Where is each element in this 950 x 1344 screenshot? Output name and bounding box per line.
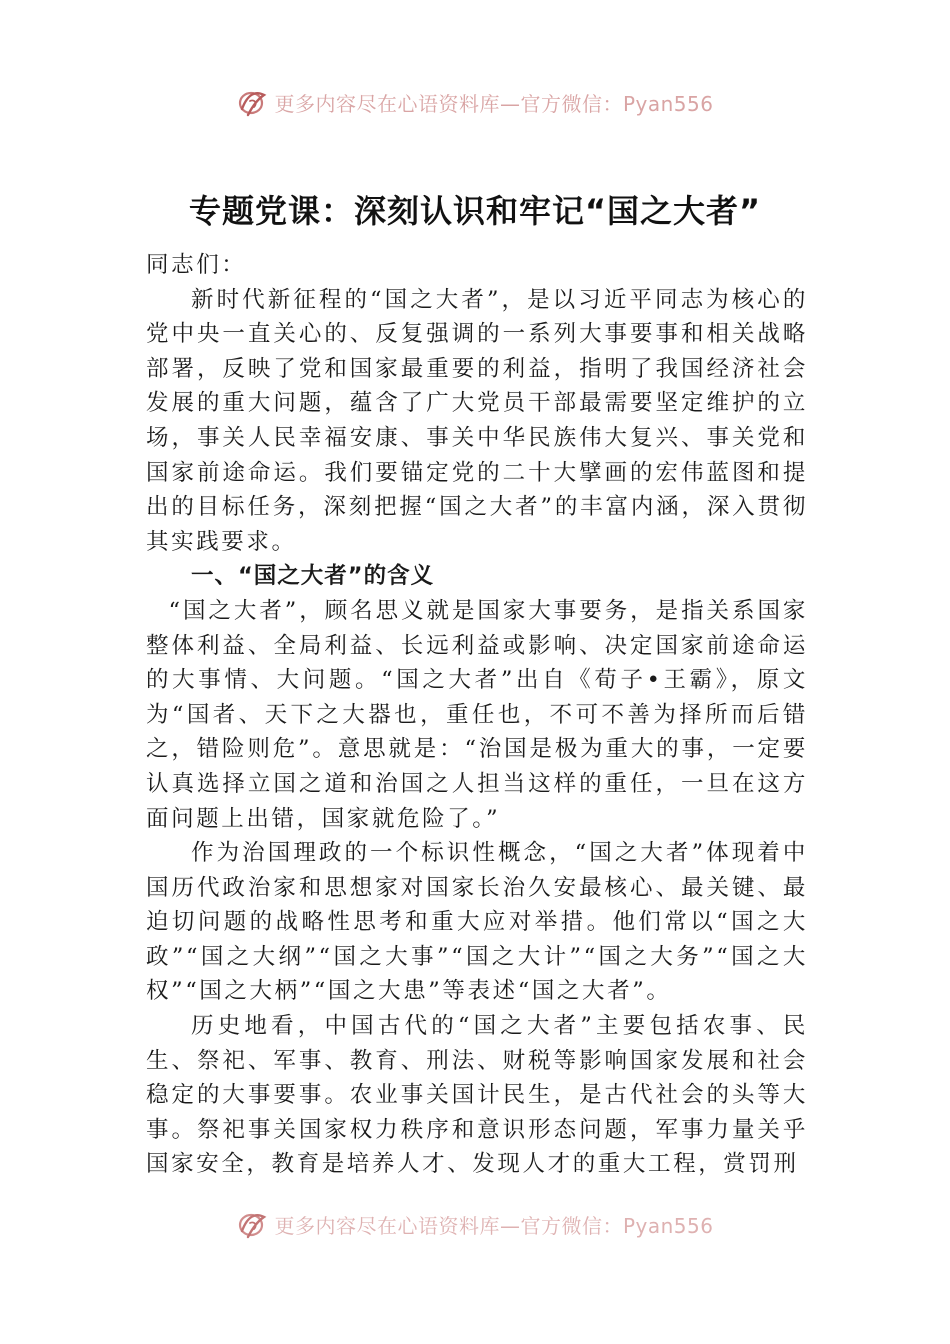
watermark-header: [0, 82, 950, 122]
page-title: 专题党课：深刻认识和牢记“国之大者”: [188, 192, 762, 230]
section-paragraph: 作为治国理政的一个标识性概念，“国之大者”体现着中国历代政治家和思想家对国家长治久安最核心、最关键、最迫切问题的战略性思考和重大应对举措。他们常以“国之大政”“国之大纲”“国之大事”“国之大计”“国之大务”“国之大权”“国之大柄”“国之大患”等表述“国之大者”。: [146, 840, 808, 1005]
watermark-text: 更多内容尽在心语资料库—官方微信：Pyan556: [274, 1213, 714, 1238]
section-paragraph: “国之大者”，顾名思义就是国家大事要务，是指关系国家整体利益、全局利益、长远利益或影响、决定国家前途命运的大事情、大问题。“国之大者”出自《荀子•王霸》，原文为“国者、天下之大器也，重任也，不可不善为择所而后错之，错险则危”。意思就是：“治国是极为重大的事，一定要认真选择立国之道和治国之人担当这样的重任，一旦在这方面问题上出错，国家就危险了。”: [146, 597, 808, 832]
intro-paragraph: 新时代新征程的“国之大者”，是以习近平同志为核心的党中央一直关心的、反复强调的一系列大事要事和相关战略部署，反映了党和国家最重要的利益，指明了我国经济社会发展的重大问题，蕴含了广大党员干部最需要坚定维护的立场，事关人民幸福安康、事关中华民族伟大复兴、事关党和国家前途命运。我们要锚定党的二十大擘画的宏伟蓝图和提出的目标任务，深刻把握“国之大者”的丰富内涵，深入贯彻其实践要求。: [146, 286, 808, 555]
section-paragraph: 历史地看，中国古代的“国之大者”主要包括农事、民生、祭祀、军事、教育、刑法、财税等影响国家发展和社会稳定的大事要事。农业事关国计民生，是古代社会的头等大事。祭祀事关国家权力秩序和意识形态问题，军事力量关乎国家安全，教育是培养人才、发现人才的重大工程，赏罚刑: [146, 1013, 808, 1178]
signature-logo-icon: [236, 1207, 270, 1241]
salutation: 同志们：: [146, 252, 247, 278]
document-body: [146, 248, 808, 1182]
watermark-text: 更多内容尽在心语资料库—官方微信：Pyan556: [274, 91, 714, 116]
section-heading: 一、“国之大者”的含义: [191, 563, 435, 590]
watermark-footer: [0, 1204, 950, 1244]
signature-logo-icon: [236, 85, 270, 119]
